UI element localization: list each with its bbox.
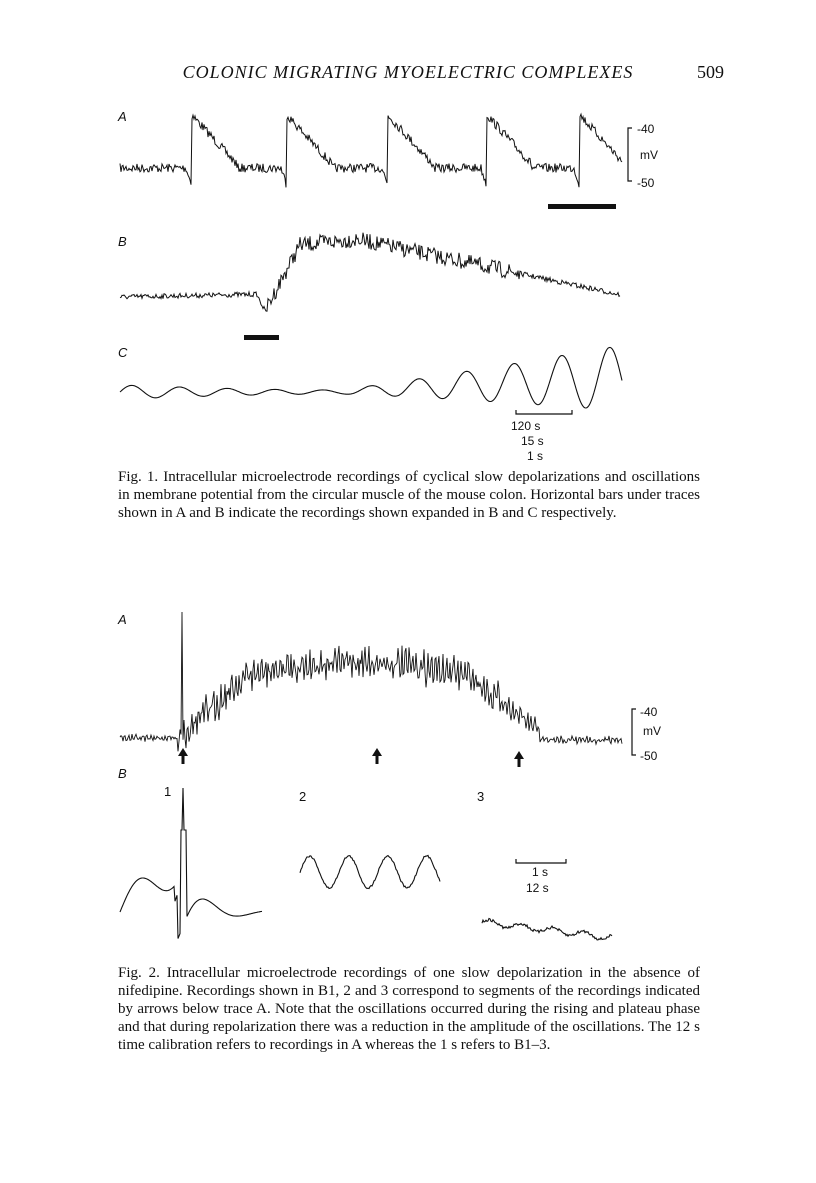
fig2-subpanel-2: 2: [299, 789, 307, 804]
fig2-time-scale-bar: [516, 859, 566, 895]
fig2-caption-label: Fig. 2.: [118, 965, 160, 981]
fig1-time-15s: 15 s: [521, 434, 544, 448]
fig1-expansion-bar-b: [244, 335, 279, 340]
fig1-caption-label: Fig. 1.: [118, 469, 159, 485]
fig2-panel-label-a: A: [118, 612, 127, 627]
fig2-scale-bottom: -50: [640, 749, 658, 763]
running-header-title: COLONIC MIGRATING MYOELECTRIC COMPLEXES: [182, 62, 634, 82]
fig1-caption: [118, 468, 700, 522]
fig2-time-1s: 1 s: [532, 865, 549, 879]
fig2-arrow-2-icon: [372, 748, 382, 764]
fig1-trace-b: [120, 233, 620, 312]
fig2-trace-a: [120, 612, 622, 751]
fig2-subpanel-3: 3: [477, 789, 485, 804]
fig1-caption-text: Intracellular microelectrode recordings of cyclical slow depolarizations and oscillations in membrane potential from the circular muscle of the mouse colon. Horizontal bars under traces shown in A and B indicate the recordings shown expanded in B and C respectively.: [118, 469, 701, 521]
fig1-time-1s: 1 s: [527, 449, 544, 463]
fig2-scale-top: -40: [640, 705, 658, 719]
fig1-scale-unit: mV: [640, 148, 658, 162]
fig1-trace-c: [120, 347, 622, 408]
fig1-panel-label-c: C: [118, 345, 128, 360]
fig1-trace-a: [120, 114, 622, 187]
fig1-scale-top: -40: [637, 122, 655, 136]
fig2-arrow-3-icon: [514, 751, 524, 767]
fig2-subpanel-1: 1: [164, 784, 172, 799]
fig1-panel-label-b: B: [118, 234, 127, 249]
fig2-trace-b3: [482, 919, 612, 940]
fig2-scale-unit: mV: [643, 724, 661, 738]
fig2-time-12s: 12 s: [526, 881, 549, 895]
fig2-caption-text: Intracellular microelectrode recordings of one slow depolarization in the absence of nifedipine. Recordings shown in B1, 2 and 3 correspond to segments of the recordings indicated by arrows below trace A. Note that the oscillations occurred during the rising and plateau phase and that during repolarization there was a reduction in the amplitude of the oscillations. The 12 s time calibration refers to recordings in A whereas the 1 s refers to B1–3.: [118, 965, 700, 1053]
fig1-expansion-bar-a: [548, 204, 616, 209]
fig2-trace-b1: [120, 788, 262, 939]
fig1-time-scale-bar: [511, 410, 572, 463]
fig1-panel-label-a: A: [118, 109, 127, 124]
page-number: 509: [697, 62, 724, 82]
fig1-scale-bottom: -50: [637, 176, 655, 190]
fig2-caption: [118, 964, 700, 1054]
fig2-arrow-1-icon: [178, 748, 188, 764]
fig2-voltage-scale-bar: [632, 705, 661, 763]
fig2-trace-b2: [300, 855, 440, 888]
fig1-time-120s: 120 s: [511, 419, 541, 433]
fig1-voltage-scale-bar: [628, 122, 658, 190]
fig2-panel-label-b: B: [118, 766, 127, 781]
